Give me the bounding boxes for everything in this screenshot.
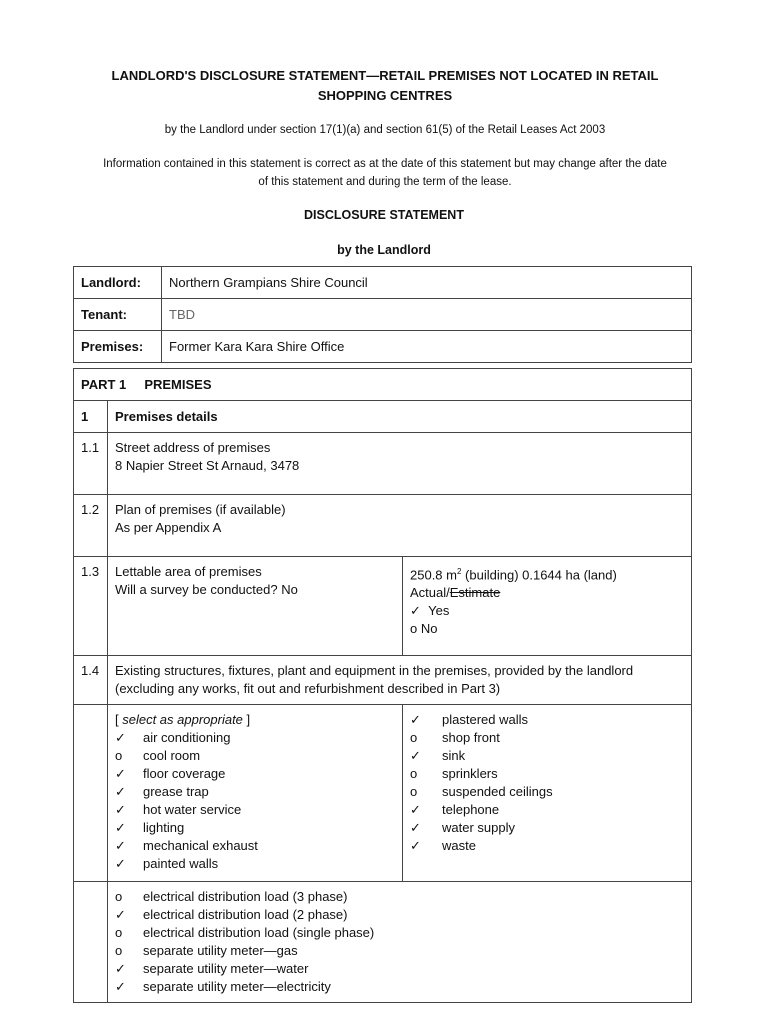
list-item: [115, 801, 395, 819]
list-item: [115, 906, 684, 924]
item-1-2-value: As per Appendix A: [115, 520, 222, 535]
item-1-1-row: [74, 433, 692, 495]
item-1-1-content: [108, 433, 692, 495]
list-item-label: sprinklers: [442, 766, 498, 781]
list-item-label: lighting: [143, 820, 185, 835]
list-item-label: sink: [442, 748, 466, 763]
select-note-text: select as appropriate: [122, 712, 243, 727]
check-mark-icon: ✓: [115, 979, 126, 994]
check-mark-icon: ✓: [115, 907, 126, 922]
estimate-label: Estimate: [449, 585, 501, 601]
list-item-label: floor coverage: [143, 766, 226, 781]
list-item-label: separate utility meter—gas: [143, 943, 298, 958]
list-item: [115, 747, 395, 765]
section-1-title: Premises details: [108, 401, 692, 433]
area-description: (building) 0.1644 ha (land): [461, 567, 617, 583]
list-item-label: air conditioning: [143, 730, 231, 745]
item-1-1-label: Street address of premises: [115, 440, 271, 455]
select-note-open: [: [115, 712, 123, 727]
item-1-2-label: Plan of premises (if available): [115, 502, 286, 517]
list-item: [115, 942, 684, 960]
section-heading: DISCLOSURE STATEMENT: [304, 208, 464, 222]
select-note: [115, 711, 395, 729]
landlord-row: [74, 267, 692, 299]
utilities-list: [108, 882, 692, 1003]
check-mark-icon: ✓: [115, 802, 126, 817]
item-1-4-row: [74, 656, 692, 705]
check-mark-icon: ✓: [410, 838, 421, 853]
check-mark-icon: ✓: [410, 712, 421, 727]
landlord-value: Northern Grampians Shire Council: [162, 267, 692, 299]
list-item-label: grease trap: [143, 784, 209, 799]
tenant-label: Tenant:: [74, 299, 162, 331]
open-circle-icon: o: [115, 925, 123, 940]
utilities-number-cell: [74, 882, 108, 1003]
list-item: [410, 747, 684, 765]
document-subtitle: by the Landlord under section 17(1)(a) and section 61(5) of the Retail Leases Act 2003: [164, 124, 606, 136]
list-item: [410, 783, 684, 801]
check-mark-icon: ✓: [115, 856, 126, 871]
check-mark-icon: ✓: [410, 820, 421, 835]
check-mark-icon: ✓: [115, 838, 126, 853]
list-item-label: telephone: [442, 802, 500, 817]
list-item: [410, 765, 684, 783]
item-1-3-left: [108, 557, 403, 656]
lettable-area-value: [410, 563, 684, 584]
list-item-label: electrical distribution load (single phase): [143, 925, 375, 940]
part-title: PREMISES: [144, 376, 212, 392]
list-item-label: painted walls: [143, 856, 219, 871]
list-item-label: separate utility meter—water: [143, 961, 309, 976]
no-label: No: [420, 621, 438, 637]
check-mark-icon: ✓: [410, 603, 421, 619]
title-line-2: SHOPPING CENTRES: [317, 88, 453, 103]
area-number: 250.8 m: [410, 567, 457, 583]
list-item: [410, 729, 684, 747]
part1-table: [73, 368, 692, 1003]
info-line-1: Information contained in this statement is correct as at the date of this statement but may change after the date: [103, 158, 667, 170]
list-item: [410, 711, 684, 729]
open-circle-icon: o: [410, 766, 418, 781]
section-subheading: by the Landlord: [337, 243, 431, 257]
item-1-4-number: 1.4: [74, 656, 108, 705]
part-header: [74, 369, 692, 401]
list-item: [115, 783, 395, 801]
utilities-row: [74, 882, 692, 1003]
tenant-value: TBD: [162, 299, 692, 331]
list-item-label: separate utility meter—electricity: [143, 979, 331, 994]
list-item: [115, 765, 395, 783]
list-item-label: electrical distribution load (3 phase): [143, 889, 348, 904]
open-circle-icon: o: [410, 730, 418, 745]
item-1-1-number: 1.1: [74, 433, 108, 495]
premises-value: Former Kara Kara Shire Office: [162, 331, 692, 363]
check-mark-icon: ✓: [410, 802, 421, 817]
list-item-label: mechanical exhaust: [143, 838, 258, 853]
open-circle-icon: o: [115, 748, 123, 763]
item-1-2-number: 1.2: [74, 495, 108, 557]
item-1-4-text: Existing structures, fixtures, plant and equipment in the premises, provided by the landlord (excluding any works, fit out and refurbishment described in Part 3): [108, 656, 692, 705]
open-circle-icon: o: [115, 889, 123, 904]
premises-row: [74, 331, 692, 363]
list-item-label: suspended ceilings: [442, 784, 553, 799]
survey-yes: [410, 602, 684, 620]
list-item: [115, 837, 395, 855]
fixtures-right-list: [403, 705, 692, 882]
select-note-close: ]: [242, 712, 251, 727]
section-1-number: 1: [74, 401, 108, 433]
list-item: [410, 837, 684, 855]
item-1-3-number: 1.3: [74, 557, 108, 656]
open-circle-icon: o: [410, 784, 418, 799]
open-circle-icon: o: [115, 943, 123, 958]
list-item: [115, 978, 684, 996]
list-item-label: hot water service: [143, 802, 242, 817]
document-title: [60, 66, 710, 106]
check-mark-icon: ✓: [115, 784, 126, 799]
check-mark-icon: ✓: [115, 820, 126, 835]
list-item: [115, 960, 684, 978]
tenant-row: [74, 299, 692, 331]
fixtures-left-list: [108, 705, 403, 882]
info-line-2: of this statement and during the term of the lease.: [258, 176, 512, 188]
check-mark-icon: ✓: [115, 961, 126, 976]
check-mark-icon: ✓: [410, 748, 421, 763]
parties-table: [73, 266, 692, 363]
check-mark-icon: ✓: [115, 766, 126, 781]
check-mark-icon: ✓: [115, 730, 126, 745]
list-item-label: electrical distribution load (2 phase): [143, 907, 348, 922]
list-item-label: shop front: [442, 730, 500, 745]
part-number: PART 1: [81, 376, 127, 392]
list-item-label: cool room: [143, 748, 201, 763]
list-item: [115, 855, 395, 873]
item-1-1-value: 8 Napier Street St Arnaud, 3478: [115, 458, 300, 473]
part-header-row: [74, 369, 692, 401]
item-1-3-row: [74, 557, 692, 656]
list-item: [410, 819, 684, 837]
landlord-label: Landlord:: [74, 267, 162, 299]
item-1-3-question: Will a survey be conducted? No: [115, 582, 298, 597]
open-circle-icon: o: [410, 621, 418, 637]
list-item: [115, 819, 395, 837]
title-line-1: LANDLORD'S DISCLOSURE STATEMENT—RETAIL PREMISES NOT LOCATED IN RETAIL: [111, 68, 659, 83]
list-item-label: waste: [442, 838, 476, 853]
list-item: [115, 888, 684, 906]
fixtures-number-cell: [74, 705, 108, 882]
list-item: [115, 729, 395, 747]
section-1-row: [74, 401, 692, 433]
item-1-3-right: [403, 557, 692, 656]
yes-label: Yes: [428, 603, 450, 619]
area-superscript: 2: [456, 567, 462, 576]
list-item-label: plastered walls: [442, 712, 528, 727]
item-1-2-content: [108, 495, 692, 557]
item-1-3-label: Lettable area of premises: [115, 564, 262, 579]
list-item: [115, 924, 684, 942]
information-note: [70, 155, 700, 191]
actual-label: Actual/: [410, 585, 450, 601]
list-item: [410, 801, 684, 819]
survey-no: [410, 620, 684, 638]
premises-label: Premises:: [74, 331, 162, 363]
actual-estimate: [410, 584, 684, 602]
list-item-label: water supply: [442, 820, 515, 835]
item-1-2-row: [74, 495, 692, 557]
fixtures-row: [74, 705, 692, 882]
